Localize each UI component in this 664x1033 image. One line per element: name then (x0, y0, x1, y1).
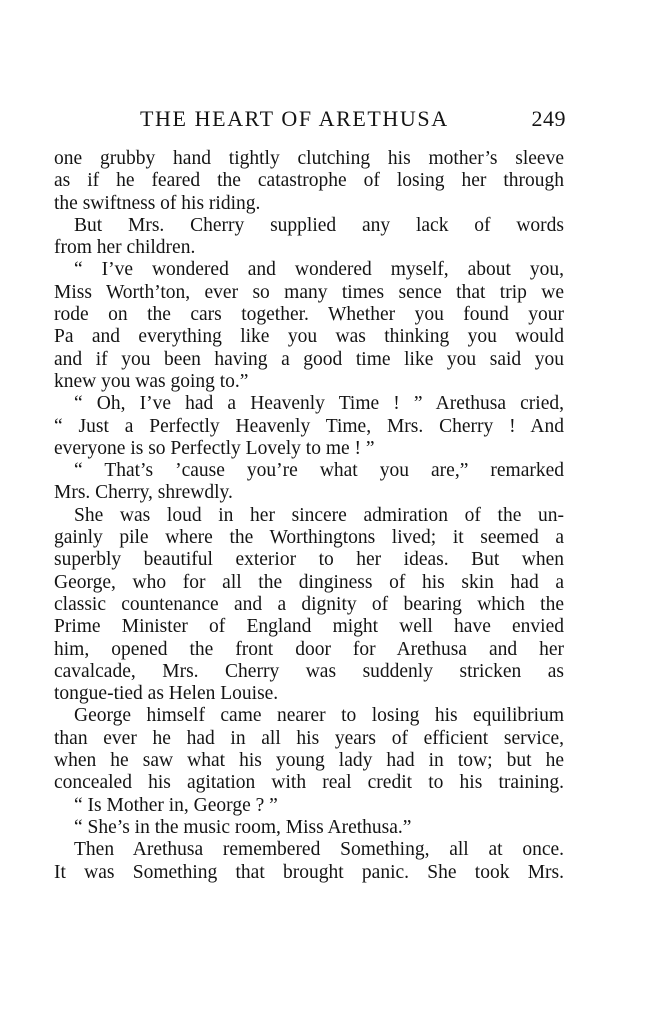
text-line: Miss Worth’ton, ever so many times sence that trip we (54, 281, 564, 303)
running-title: THE HEART OF ARETHUSA (140, 106, 449, 131)
text-line: him, opened the front door for Arethusa and her (54, 638, 564, 660)
text-line: Then Arethusa remembered Something, all at once. (74, 839, 564, 861)
text-line: one grubby hand tightly clutching his mother’s sleeve (54, 148, 564, 169)
body-text (54, 148, 564, 884)
text-line: concealed his agitation with real credit to his training. (54, 772, 564, 794)
text-line: rode on the cars together. Whether you found your (54, 304, 564, 326)
text-line: than ever he had in all his years of efficient service, (54, 727, 564, 749)
text-line: “ Oh, I’ve had a Heavenly Time ! ” Arethusa cried, (74, 393, 564, 415)
text-line: She was loud in her sincere admiration of the un- (74, 504, 564, 526)
text-line: superbly beautiful exterior to her ideas. But when (54, 549, 564, 571)
text-line: and if you been having a good time like you said you (54, 348, 564, 370)
text-line: “ That’s ’cause you’re what you are,” remarked (74, 460, 564, 482)
running-head (54, 104, 566, 134)
text-line: “ Just a Perfectly Heavenly Time, Mrs. Cherry ! And (54, 415, 564, 437)
text-line: classic countenance and a dignity of bearing which the (54, 593, 564, 615)
text-line: cavalcade, Mrs. Cherry was suddenly stricken as (54, 660, 564, 682)
text-line: It was Something that brought panic. She took Mrs. (54, 861, 564, 883)
text-line: George, who for all the dinginess of his skin had a (54, 571, 564, 593)
text-line: when he saw what his young lady had in tow; but he (54, 750, 564, 772)
page-number: 249 (531, 106, 566, 131)
text-line: knew you was going to.” (54, 370, 249, 392)
text-line: as if he feared the catastrophe of losing her through (54, 170, 564, 192)
text-line: But Mrs. Cherry supplied any lack of words (74, 214, 564, 236)
text-line: tongue-tied as Helen Louise. (54, 683, 279, 705)
text-line: everyone is so Perfectly Lovely to me ! ” (54, 437, 375, 459)
text-line: from her children. (54, 237, 196, 259)
text-line: “ I’ve wondered and wondered myself, about you, (74, 259, 564, 281)
text-line: the swiftness of his riding. (54, 192, 261, 214)
text-line: George himself came nearer to losing his equilibrium (74, 705, 564, 727)
text-line: Pa and everything like you was thinking you would (54, 326, 564, 348)
text-line: Prime Minister of England might well have envied (54, 616, 564, 638)
text-line: gainly pile where the Worthingtons lived; it seemed a (54, 527, 564, 549)
text-line: “ She’s in the music room, Miss Arethusa.” (74, 816, 412, 838)
text-line: “ Is Mother in, George ? ” (74, 794, 278, 816)
text-line: Mrs. Cherry, shrewdly. (54, 482, 233, 504)
